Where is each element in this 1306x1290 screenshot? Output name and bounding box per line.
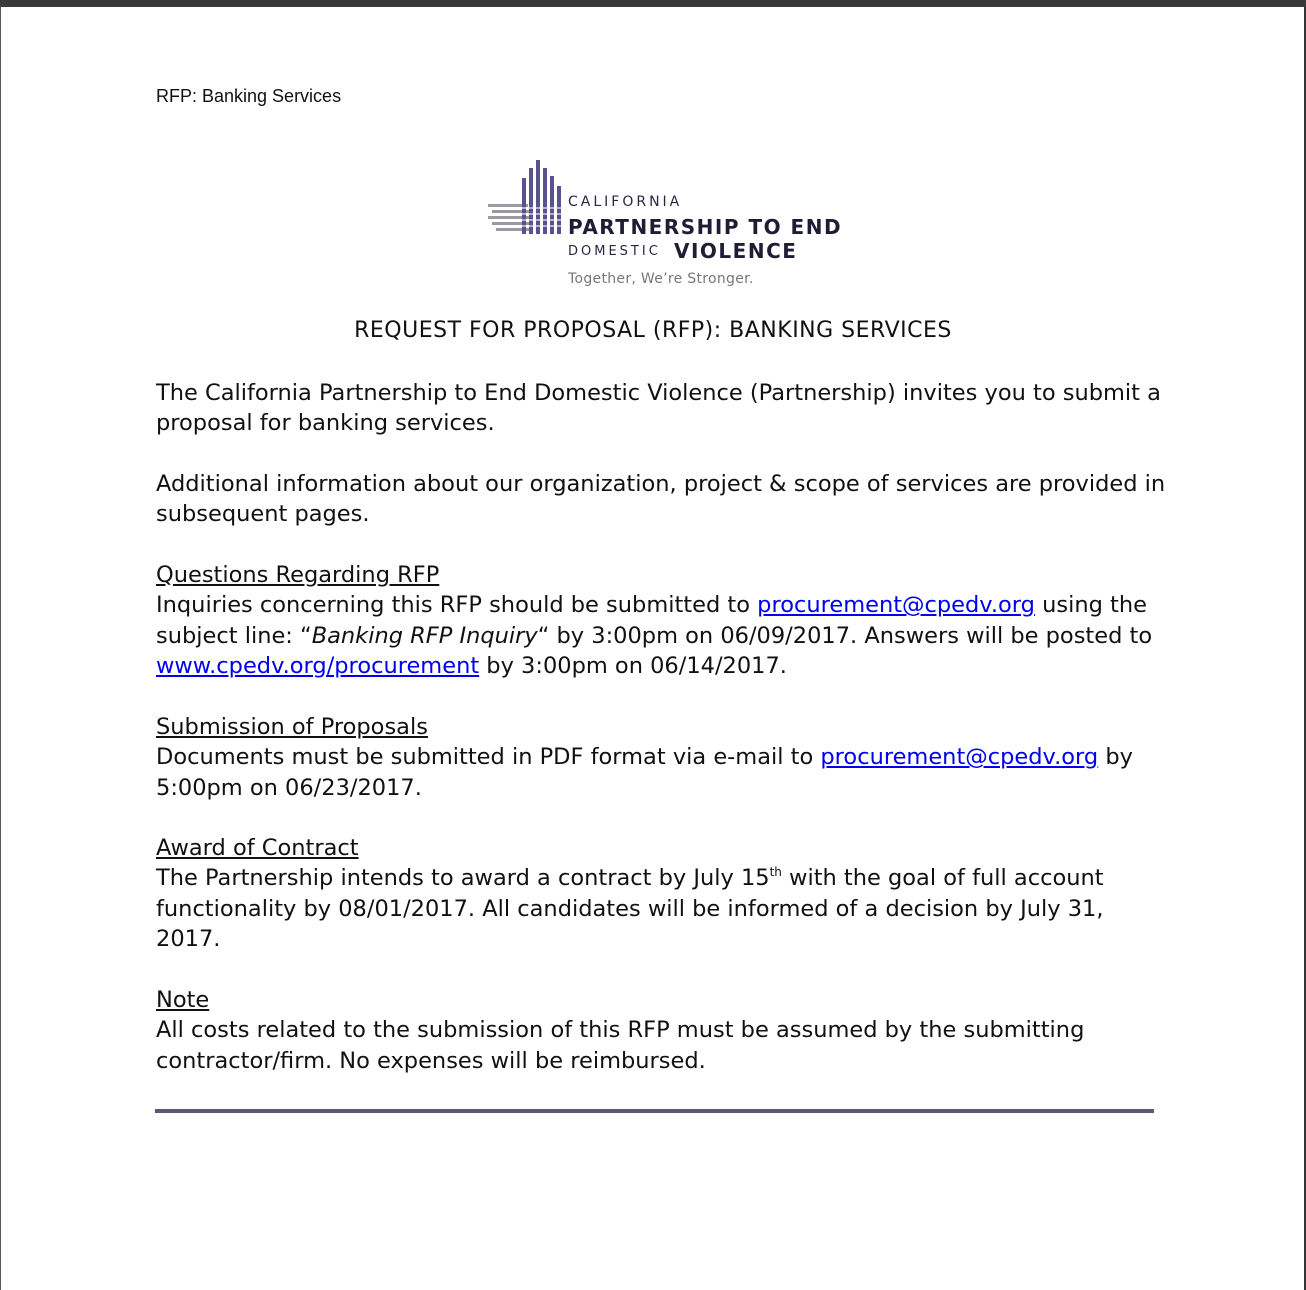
submission-email-link[interactable]: procurement@cpedv.org xyxy=(820,744,1099,771)
page-left-edge xyxy=(0,7,1,1290)
submission-text-b: by 5:00pm on 06/23/2017. xyxy=(156,744,1133,801)
note-section xyxy=(156,985,1166,1076)
logo-tagline: Together, We’re Stronger. xyxy=(568,271,754,287)
intro-paragraph-1: The California Partnership to End Domestic Violence (Partnership) invites you to submit a proposal for banking services. xyxy=(156,380,1161,437)
procurement-url-link[interactable]: www.cpedv.org/procurement xyxy=(156,652,480,679)
logo-line-domestic: DOMESTIC xyxy=(568,244,661,259)
document-title: REQUEST FOR PROPOSAL (RFP): BANKING SERVICES xyxy=(354,318,952,343)
award-text-b: with the goal of full account functionality by 08/01/2017. All candidates will be informed of a decision by July 31, 2017. xyxy=(156,865,1104,952)
hands-logo-icon xyxy=(486,160,570,240)
window-top-bar xyxy=(0,0,1306,7)
footer-rule xyxy=(155,1109,1154,1113)
questions-text-b: using the subject line: “ xyxy=(156,592,1147,649)
running-header: RFP: Banking Services xyxy=(156,86,342,106)
submission-section xyxy=(156,712,1166,803)
questions-heading: Questions Regarding RFP xyxy=(156,562,440,588)
note-text: All costs related to the submission of this RFP must be assumed by the submitting contractor/firm. No expenses will be reimbursed. xyxy=(156,1017,1085,1074)
submission-text-a: Documents must be submitted in PDF format via e-mail to xyxy=(156,744,821,771)
award-superscript: th xyxy=(769,865,782,880)
questions-email-link[interactable]: procurement@cpedv.org xyxy=(757,592,1035,619)
logo-line-california: CALIFORNIA xyxy=(568,194,683,210)
cpedv-logo xyxy=(486,160,846,292)
questions-text-d: by 3:00pm on 06/14/2017. xyxy=(479,652,787,679)
logo-line-partnership: PARTNERSHIP TO END xyxy=(568,215,843,239)
submission-heading: Submission of Proposals xyxy=(156,714,428,740)
questions-section xyxy=(156,560,1166,681)
questions-subject-line: Banking RFP Inquiry xyxy=(311,622,538,649)
award-section xyxy=(156,833,1166,954)
logo-line-violence: VIOLENCE xyxy=(674,239,798,263)
note-heading: Note xyxy=(156,987,210,1013)
award-heading: Award of Contract xyxy=(156,835,359,861)
intro-paragraph-2: Additional information about our organization, project & scope of services are provided in subsequent pages. xyxy=(156,471,1166,528)
award-text-a: The Partnership intends to award a contract by July 15 xyxy=(156,865,770,892)
questions-text-c: “ by 3:00pm on 06/09/2017. Answers will be posted to xyxy=(537,622,1153,649)
questions-text-a: Inquiries concerning this RFP should be submitted to xyxy=(156,592,758,619)
